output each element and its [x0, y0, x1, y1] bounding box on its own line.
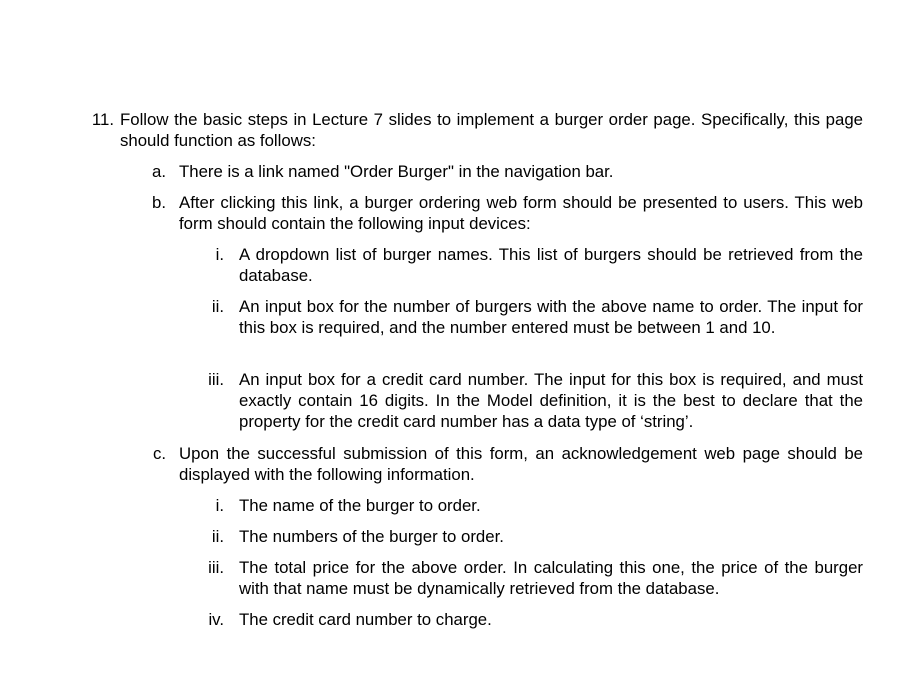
question-number: 11.	[91, 110, 114, 129]
sub-item-text: An input box for a credit card number. The input for this box is required, and must exactly contain 16 digits. In the Model definition, it is the best to declare that the property for the credit card number has a data type of ‘string’.	[239, 370, 863, 431]
sub-marker: iii.	[208, 370, 224, 389]
list-item-text: There is a link named "Order Burger" in the navigation bar.	[179, 162, 614, 181]
sub-marker: iv.	[208, 610, 224, 629]
sub-item-text: The name of the burger to order.	[239, 496, 481, 515]
sub-marker: ii.	[211, 297, 224, 316]
list-item-text: After clicking this link, a burger ordering web form should be presented to users. This web form should contain the following input devices:	[179, 193, 863, 233]
list-marker: a.	[152, 162, 166, 181]
sub-marker: i.	[215, 496, 224, 515]
sub-item-text: A dropdown list of burger names. This list of burgers should be retrieved from the database.	[239, 245, 863, 285]
sub-item-text: The total price for the above order. In calculating this one, the price of the burger with that name must be dynamically retrieved from the database.	[239, 558, 863, 598]
sub-marker: ii.	[211, 527, 224, 546]
question-text: Follow the basic steps in Lecture 7 slides to implement a burger order page. Specifically, this page should function as follows:	[120, 110, 863, 150]
sub-item-text: The numbers of the burger to order.	[239, 527, 504, 546]
sub-item-text: The credit card number to charge.	[239, 610, 492, 629]
list-item-text: Upon the successful submission of this form, an acknowledgement web page should be displayed with the following information.	[179, 444, 863, 484]
sub-item-text: An input box for the number of burgers with the above name to order. The input for this box is required, and the number entered must be between 1 and 10.	[239, 297, 863, 337]
sub-marker: i.	[215, 245, 224, 264]
sub-marker: iii.	[208, 558, 224, 577]
list-marker: b.	[152, 193, 166, 212]
list-marker: c.	[152, 444, 166, 463]
